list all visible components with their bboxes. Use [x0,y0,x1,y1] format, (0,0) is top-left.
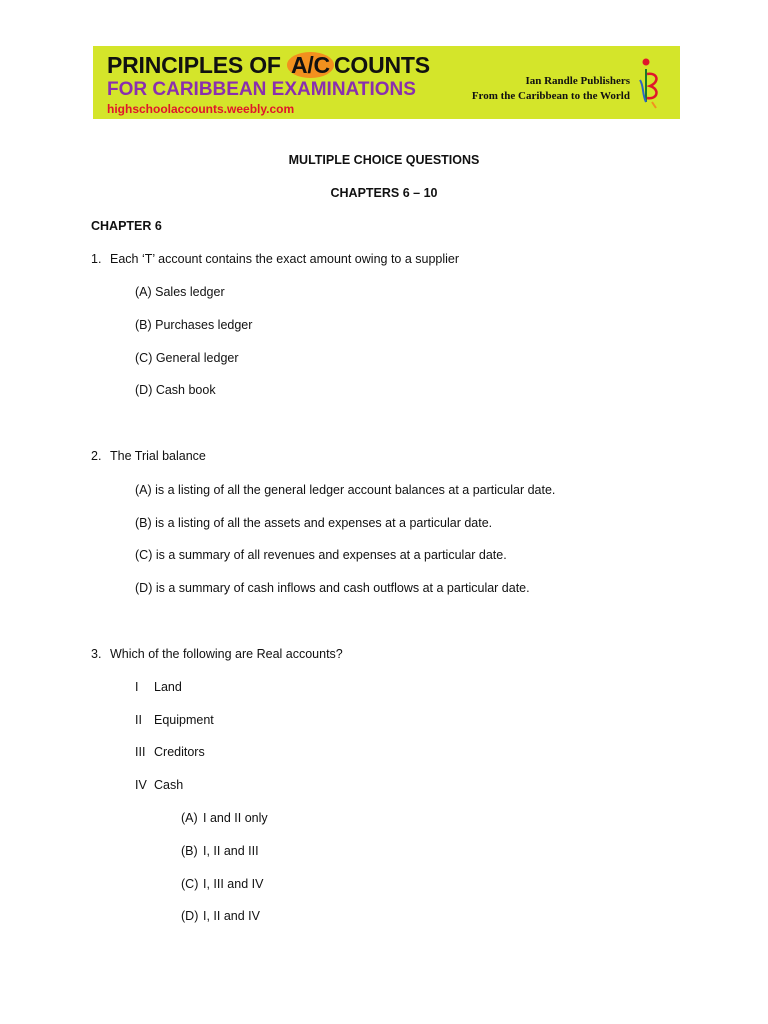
statement-label: Cash [154,778,184,792]
statement-label: Creditors [154,745,205,759]
option-text: I, III and IV [203,877,264,891]
roman-numeral: IV [135,778,147,792]
chapters-range: CHAPTERS 6 – 10 [330,186,438,200]
question-number: 1. [91,252,102,266]
option-a [181,810,268,826]
question-text: The Trial balance [110,449,206,463]
roman-numeral: III [135,745,146,759]
option-text: I and II only [203,811,268,825]
statement-label: Equipment [154,713,214,727]
statement-item [135,679,182,695]
option-text: I, II and III [203,844,259,858]
option-a: (A) is a listing of all the general ledger account balances at a particular date. [135,483,556,497]
publisher-block [472,74,630,104]
publisher-name: Ian Randle Publishers [525,75,630,87]
option-letter: (C) [181,877,199,891]
question-number: 3. [91,647,102,661]
option-d: (D) is a summary of cash inflows and cash outflows at a particular date. [135,581,530,595]
option-b: (B) Purchases ledger [135,318,253,332]
page-title: MULTIPLE CHOICE QUESTIONS [288,153,480,167]
question-number: 2. [91,449,102,463]
publisher-tagline: From the Caribbean to the World [471,90,630,102]
statement-label: Land [154,680,182,694]
option-c [181,876,263,892]
option-letter: (B) [181,844,198,858]
option-d: (D) Cash book [135,383,216,397]
question-2 [91,448,206,464]
option-a: (A) Sales ledger [135,285,225,299]
ian-randle-logo-icon [636,56,662,112]
banner-subtitle: FOR CARIBBEAN EXAMINATIONS [107,79,416,100]
header-banner [93,46,680,119]
banner-title-post: COUNTS [333,52,430,78]
option-d [181,908,260,924]
chapter-heading: CHAPTER 6 [91,219,162,233]
statement-item [135,777,183,793]
roman-numeral: I [135,680,139,694]
question-text: Which of the following are Real accounts? [110,647,343,661]
statement-item [135,712,214,728]
option-c: (C) General ledger [135,351,239,365]
question-3 [91,646,343,662]
option-letter: (A) [181,811,198,825]
banner-title-ac: A/C [287,52,334,78]
option-letter: (D) [181,909,199,923]
option-c: (C) is a summary of all revenues and expenses at a particular date. [135,548,507,562]
question-text: Each ‘T’ account contains the exact amount owing to a supplier [110,252,460,266]
option-b: (B) is a listing of all the assets and expenses at a particular date. [135,516,493,530]
question-1 [91,251,459,267]
option-text: I, II and IV [203,909,260,923]
banner-title-pre: PRINCIPLES OF [107,52,287,78]
statement-item [135,744,205,760]
roman-numeral: II [135,713,142,727]
option-b [181,843,259,859]
banner-website: highschoolaccounts.weebly.com [107,102,295,116]
banner-title [107,52,430,78]
